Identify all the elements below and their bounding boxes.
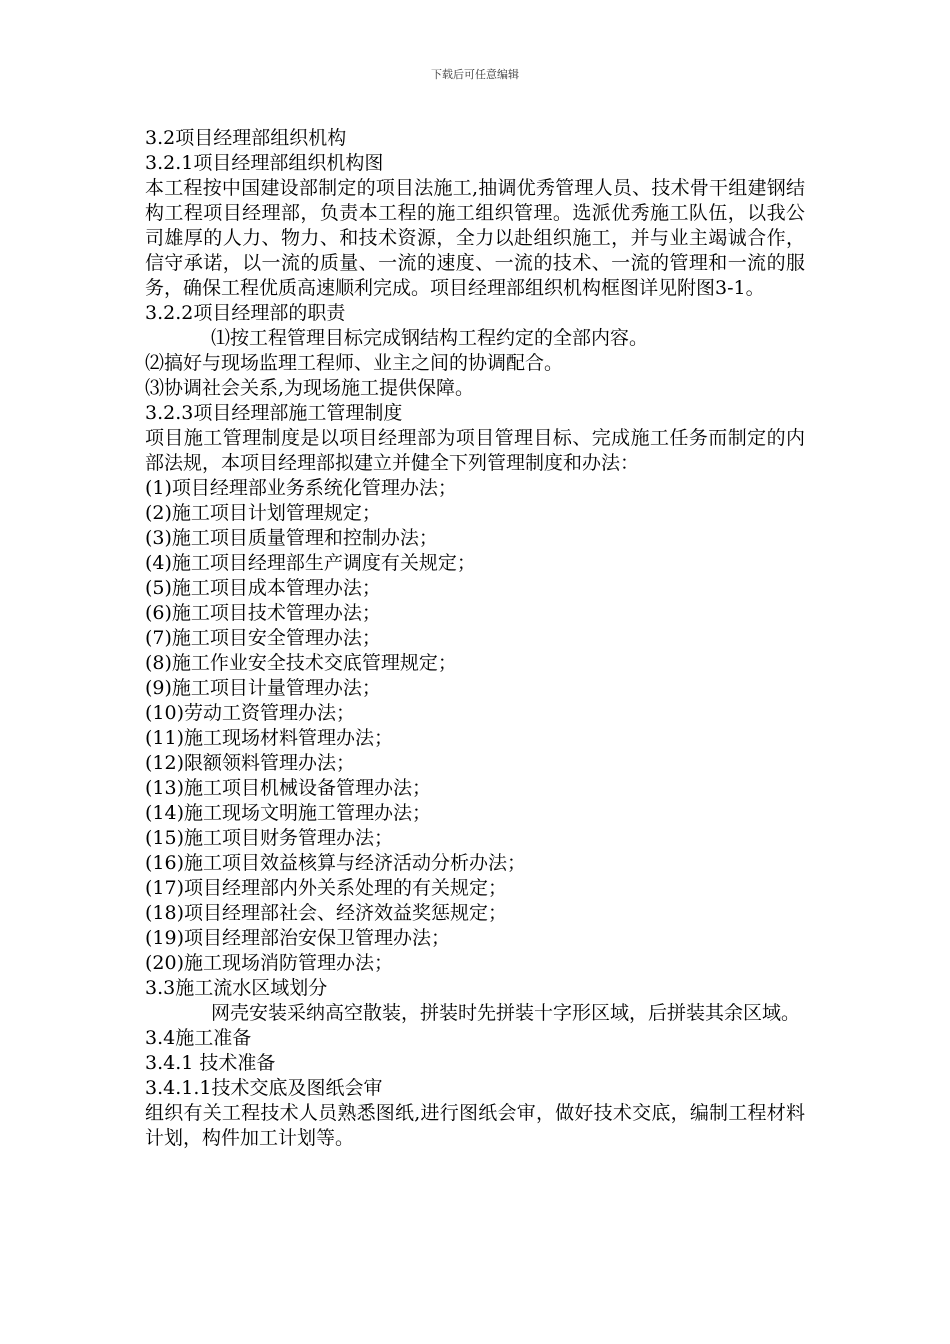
list-item: (18)项目经理部社会、经济效益奖惩规定； (145, 902, 508, 924)
section-heading: 3.4.1 技术准备 (145, 1052, 276, 1074)
list-item: (4)施工项目经理部生产调度有关规定； (145, 552, 476, 574)
list-item: (6)施工项目技术管理办法； (145, 602, 381, 624)
paragraph: 本工程按中国建设部制定的项目法施工,抽调优秀管理人员、技术骨干组建钢结构工程项目经理部，负责本工程的施工组织管理。选派优秀施工队伍，以我公司雄厚的人力、物力、和技术资源，全力以赴组织施工，并与业主竭诚合作，信守承诺，以一流的质量、一流的速度、一流的技术、一流的管理和一流的服务，确保工程优质高速顺利完成。项目经理部组织机构框图详见附图3-1。 (145, 177, 805, 299)
section-heading: 3.2.2项目经理部的职责 (145, 302, 346, 324)
paragraph: 组织有关工程技术人员熟悉图纸,进行图纸会审，做好技术交底，编制工程材料计划，构件加工计划等。 (145, 1102, 805, 1149)
list-item: (9)施工项目计量管理办法； (145, 677, 381, 699)
list-item: (5)施工项目成本管理办法； (145, 577, 381, 599)
document-body (145, 126, 805, 1151)
list-item: (7)施工项目安全管理办法； (145, 627, 381, 649)
page-header: 下载后可任意编辑 (431, 68, 519, 81)
list-item: (16)施工项目效益核算与经济活动分析办法； (145, 852, 527, 874)
list-item: (19)项目经理部治安保卫管理办法； (145, 927, 451, 949)
section-heading: 3.4.1.1技术交底及图纸会审 (145, 1077, 383, 1099)
list-item: (10)劳动工资管理办法； (145, 702, 356, 724)
list-item: (3)施工项目质量管理和控制办法； (145, 527, 438, 549)
section-heading: 3.2.1项目经理部组织机构图 (145, 152, 384, 174)
list-item: (13)施工项目机械设备管理办法； (145, 777, 432, 799)
list-item: (20)施工现场消防管理办法； (145, 952, 394, 974)
section-heading: 3.2.3项目经理部施工管理制度 (145, 402, 403, 424)
section-heading: 3.4施工准备 (145, 1027, 252, 1049)
indented-line: ⑴按工程管理目标完成钢结构工程约定的全部内容。 (211, 327, 649, 349)
list-item: (17)项目经理部内外关系处理的有关规定； (145, 877, 508, 899)
list-item: (8)施工作业安全技术交底管理规定； (145, 652, 457, 674)
list-item: (1)项目经理部业务系统化管理办法； (145, 477, 457, 499)
list-item: ⑶协调社会关系,为现场施工提供保障。 (145, 377, 475, 399)
list-item: ⑵搞好与现场监理工程师、业主之间的协调配合。 (145, 352, 564, 374)
list-item: (2)施工项目计划管理规定； (145, 502, 381, 524)
section-heading: 3.3施工流水区域划分 (145, 977, 328, 999)
paragraph: 项目施工管理制度是以项目经理部为项目管理目标、完成施工任务而制定的内部法规，本项目经理部拟建立并健全下列管理制度和办法： (145, 427, 805, 474)
indented-paragraph: 网壳安装采纳高空散装，拼装时先拼装十字形区域，后拼装其余区域。 (211, 1002, 801, 1024)
list-item: (12)限额领料管理办法； (145, 752, 356, 774)
list-item: (14)施工现场文明施工管理办法； (145, 802, 432, 824)
section-heading: 3.2项目经理部组织机构 (145, 127, 347, 149)
list-item: (11)施工现场材料管理办法； (145, 727, 394, 749)
list-item: (15)施工项目财务管理办法； (145, 827, 394, 849)
